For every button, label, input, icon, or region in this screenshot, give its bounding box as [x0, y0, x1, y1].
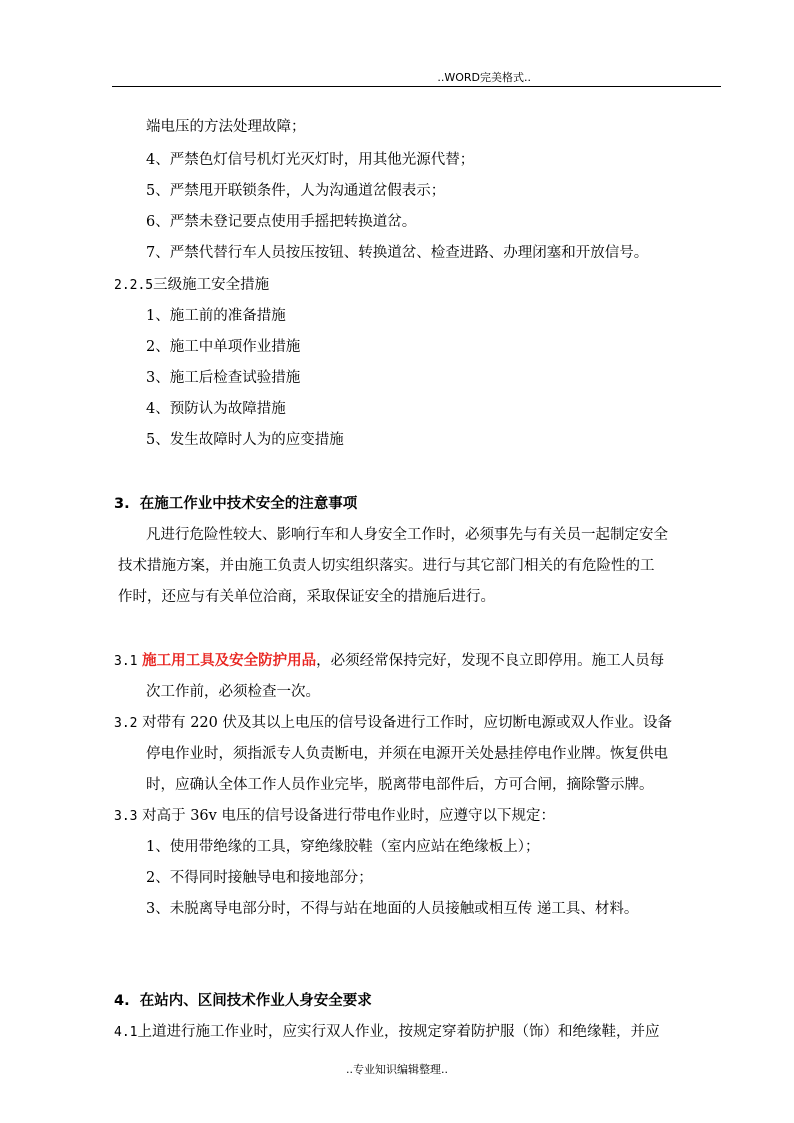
list-item: 2、施工中单项作业措施 — [146, 339, 301, 355]
text-line: 端电压的方法处理故障； — [146, 119, 306, 135]
header-text: ..WORD完美格式.. — [437, 71, 531, 84]
section-number: 3.3 — [114, 809, 138, 824]
section-title: 三级施工安全措施 — [153, 277, 270, 293]
list-item: 3、施工后检查试验措施 — [146, 370, 301, 386]
list-item: 3、未脱离导电部分时，不得与站在地面的人员接触或相互传 递工具、材料。 — [146, 901, 639, 917]
section-3-3 — [114, 806, 555, 827]
list-item: 6、严禁未登记要点使用手摇把转换道岔。 — [146, 214, 417, 230]
paragraph-line: 技术措施方案，并由施工负责人切实组织落实。进行与其它部门相关的有危险性的工 — [118, 558, 655, 574]
text: 对带有 220 伏及其以上电压的信号设备进行工作时，应切断电源或双人作业。设备 — [142, 715, 672, 731]
section-title: 在施工作业中技术安全的注意事项 — [139, 496, 358, 512]
list-item: 1、施工前的准备措施 — [146, 308, 286, 324]
section-2-2-5-heading — [114, 275, 269, 296]
list-item: 7、严禁代替行车人员按压按钮、转换道岔、检查进路、办理闭塞和开放信号。 — [146, 245, 649, 261]
section-3-1 — [114, 651, 664, 672]
paragraph-line: 停电作业时，须指派专人负责断电，并须在电源开关处悬挂停电作业牌。恢复供电 — [146, 746, 668, 762]
section-number: 3. — [114, 496, 130, 512]
section-3-2 — [114, 713, 672, 734]
section-4-1 — [114, 1022, 659, 1043]
paragraph-line: 次工作前，必须检查一次。 — [146, 684, 320, 700]
page-footer: ..专业知识编辑整理.. — [346, 1063, 448, 1076]
section-3-heading — [114, 494, 357, 514]
paragraph-line: 凡进行危险性较大、影响行车和人身安全工作时，必须事先与有关员一起制定安全 — [146, 527, 668, 543]
paragraph-line: 作时，还应与有关单位洽商，采取保证安全的措施后进行。 — [118, 589, 495, 605]
list-item: 5、发生故障时人为的应变措施 — [146, 432, 344, 448]
paragraph-line: 时，应确认全体工作人员作业完毕，脱离带电部件后，方可合闸，摘除警示牌。 — [146, 777, 654, 793]
section-number: 2.2.5 — [114, 278, 154, 293]
list-item: 5、严禁甩开联锁条件，人为沟通道岔假表示； — [146, 183, 446, 199]
list-item: 4、预防认为故障措施 — [146, 401, 286, 417]
list-item: 2、不得同时接触导电和接地部分； — [146, 870, 373, 886]
list-item: 1、使用带绝缘的工具，穿绝缘胶鞋（室内应站在绝缘板上）； — [146, 839, 540, 855]
section-title: 在站内、区间技术作业人身安全要求 — [139, 993, 372, 1009]
text: 对高于 36v 电压的信号设备进行带电作业时，应遵守以下规定： — [142, 808, 555, 824]
text: 上道进行施工作业时，应实行双人作业，按规定穿着防护服（饰）和绝缘鞋，并应 — [137, 1024, 660, 1040]
section-number: 3.2 — [114, 716, 138, 731]
text: ，必须经常保持完好，发现不良立即停用。施工人员每 — [316, 653, 665, 669]
section-number: 3.1 — [114, 654, 138, 669]
section-number: 4.1 — [114, 1025, 138, 1040]
list-item: 4、严禁色灯信号机灯光灭灯时，用其他光源代替； — [146, 152, 475, 168]
highlight-text: 施工用工具及安全防护用品 — [142, 652, 317, 669]
section-4-heading — [114, 991, 372, 1011]
section-number: 4. — [114, 993, 130, 1009]
page-header — [112, 66, 721, 87]
